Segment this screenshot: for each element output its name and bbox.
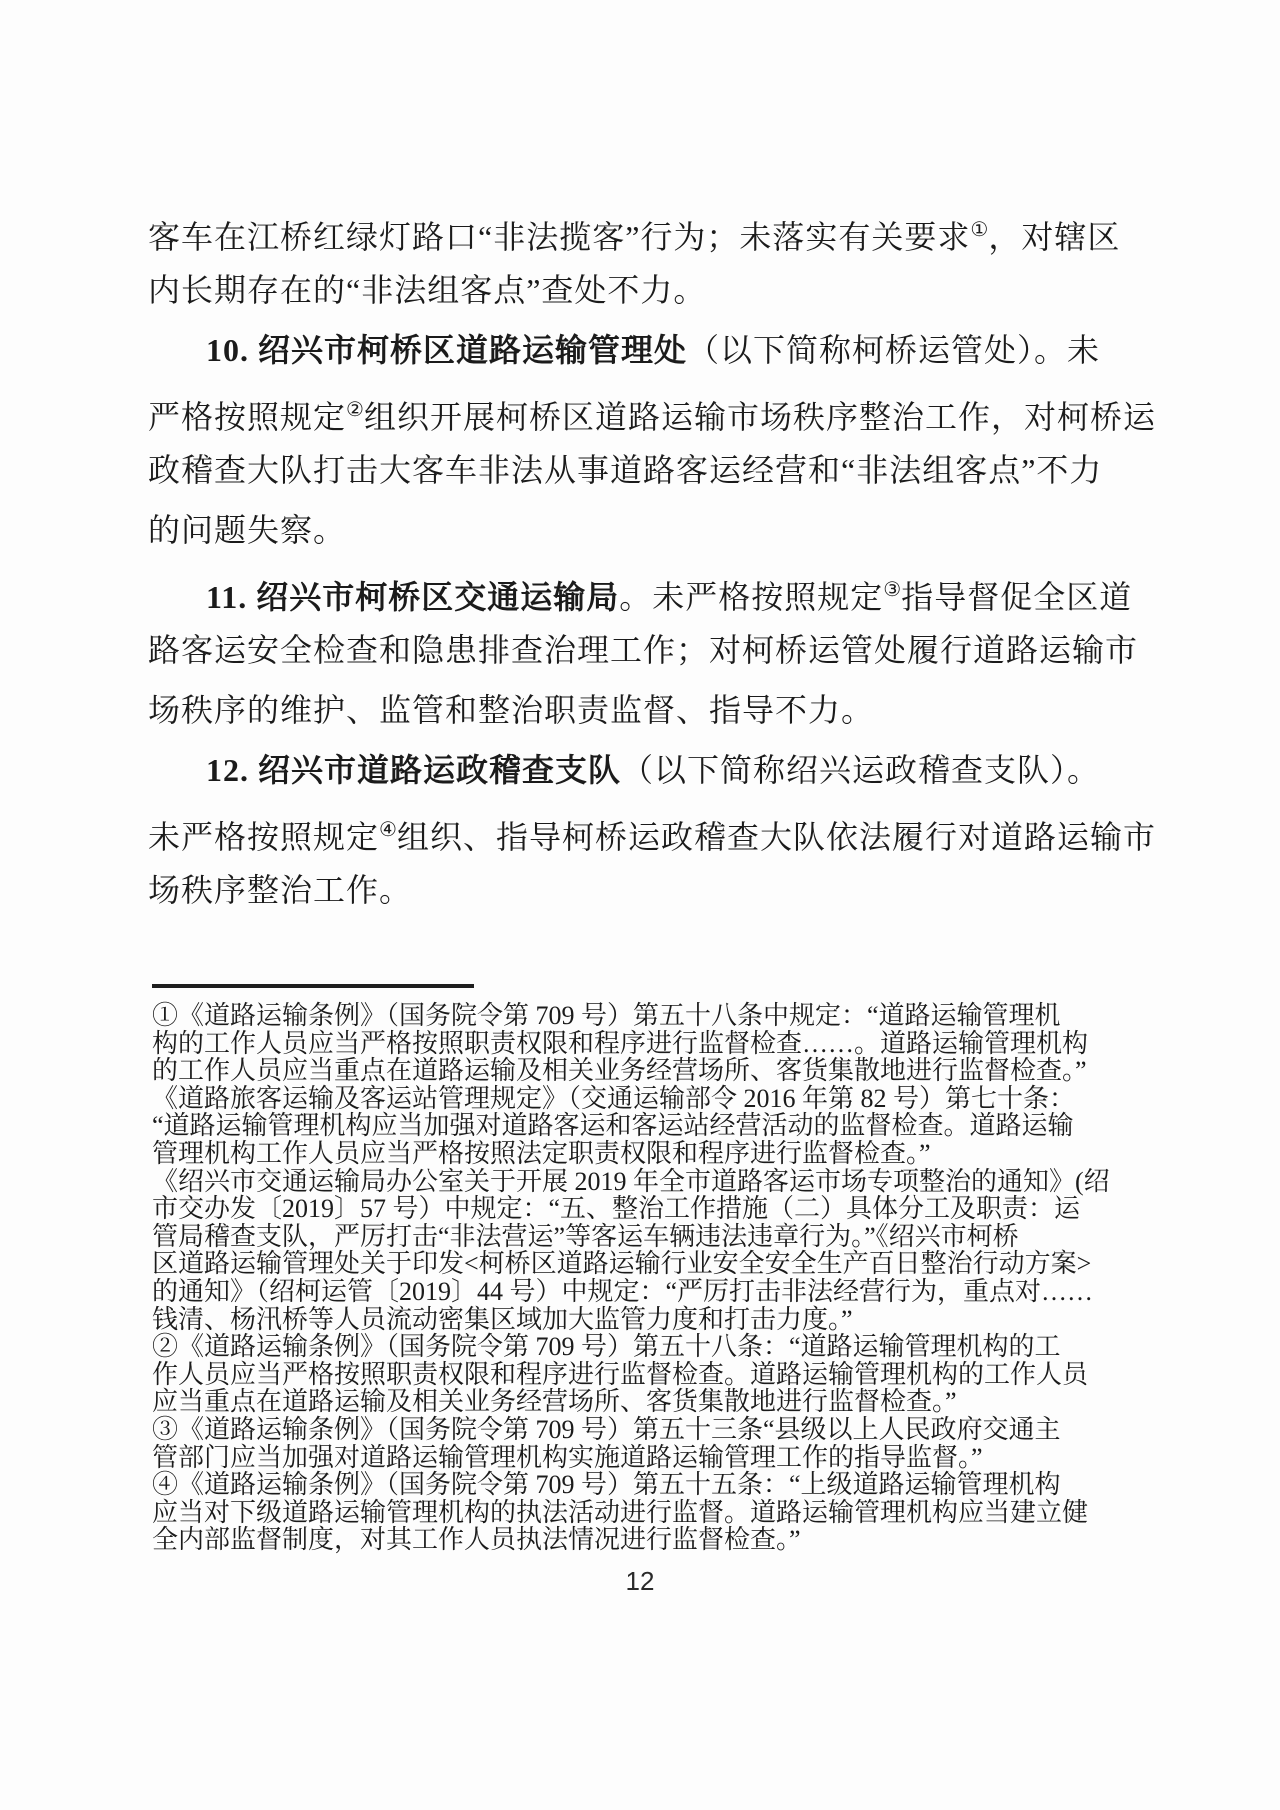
body-text-run: 场秩序整治工作。 bbox=[148, 872, 413, 908]
body-text-run: 场秩序的维护、监管和整治职责监督、指导不力。 bbox=[148, 692, 875, 728]
footnote-ref-1: ① bbox=[970, 219, 989, 241]
body-text-run: 。未严格按照规定 bbox=[619, 579, 884, 615]
footnote-line: 应当重点在道路运输及相关业务经营场所、客货集散地进行监督检查。” bbox=[152, 1387, 957, 1417]
body-text-run: 内长期存在的“非法组客点”查处不力。 bbox=[148, 272, 707, 308]
body-text-run: 组织开展柯桥区道路运输市场秩序整治工作，对柯桥运 bbox=[363, 399, 1156, 435]
body-line bbox=[148, 800, 1156, 860]
body-text-run: ，对辖区 bbox=[988, 219, 1121, 255]
body-line bbox=[148, 860, 1148, 920]
section-10-heading: 10. 绍兴市柯桥区道路运输管理处 bbox=[206, 332, 688, 368]
body-line bbox=[148, 260, 1148, 320]
footnote-line: 构的工作人员应当严格按照职责权限和程序进行监督检查……。道路运输管理机构 bbox=[152, 1028, 1089, 1058]
body-line-heading-10 bbox=[148, 320, 1148, 380]
body-text-run: 未严格按照规定 bbox=[148, 819, 380, 855]
body-text-run: 路客运安全检查和隐患排查治理工作；对柯桥运管处履行道路运输市 bbox=[148, 632, 1139, 668]
body-text-run: （以下简称绍兴运政稽查支队）。 bbox=[621, 752, 1101, 788]
footnote-line: ③《道路运输条例》（国务院令第 709 号）第五十三条“县级以上人民政府交通主 bbox=[152, 1414, 1061, 1444]
footnote-line: “道路运输管理机构应当加强对道路客运和客运站经营活动的监督检查。道路运输 bbox=[152, 1111, 1074, 1141]
footnote-line: 区道路运输管理处关于印发<柯桥区道路运输行业安全安全生产百日整治行动方案> bbox=[152, 1249, 1092, 1279]
body-line bbox=[148, 440, 1148, 500]
body-text-run: 指导督促全区道 bbox=[901, 579, 1133, 615]
footnote-line: 的通知》（绍柯运管〔2019〕44 号）中规定：“严厉打击非法经营行为，重点对…… bbox=[152, 1276, 1094, 1306]
footnote-line: 管理机构工作人员应当严格按照法定职责权限和程序进行监督检查。” bbox=[152, 1138, 931, 1168]
footnote-ref-4: ④ bbox=[379, 819, 397, 841]
body-line bbox=[148, 500, 1148, 560]
footnote-line: 《绍兴市交通运输局办公室关于开展 2019 年全市道路客运市场专项整治的通知》(绍 bbox=[152, 1166, 1110, 1196]
footnote-line: 管部门应当加强对道路运输管理机构实施道路运输管理工作的指导监督。” bbox=[152, 1442, 983, 1472]
body-text bbox=[148, 200, 1156, 920]
body-line bbox=[148, 620, 1148, 680]
body-line-heading-11 bbox=[148, 560, 1148, 620]
footnote-line: ①《道路运输条例》（国务院令第 709 号）第五十八条中规定：“道路运输管理机 bbox=[152, 1001, 1061, 1030]
footnotes-block bbox=[152, 1002, 1162, 1554]
footnote-line: 的工作人员应当重点在道路运输及相关业务经营场所、客货集散地进行监督检查。” bbox=[152, 1056, 1087, 1086]
footnote-line: 钱清、杨汛桥等人员流动密集区域加大监管力度和打击力度。” bbox=[152, 1304, 853, 1334]
body-text-run: 的问题失察。 bbox=[148, 512, 347, 548]
footnote-line: 全内部监督制度，对其工作人员执法情况进行监督检查。” bbox=[152, 1525, 801, 1555]
body-text-run: 客车在江桥红绿灯路口“非法揽客”行为；未落实有关要求 bbox=[148, 219, 971, 255]
body-line-heading-12 bbox=[148, 740, 1148, 800]
footnote-separator-rule bbox=[152, 984, 474, 988]
footnote-line: 市交办发〔2019〕57 号）中规定：“五、整治工作措施（二）具体分工及职责：运 bbox=[152, 1194, 1081, 1224]
footnote-ref-3: ③ bbox=[883, 579, 902, 601]
body-text-run: （以下简称柯桥运管处）。未 bbox=[687, 332, 1101, 368]
body-text-run: 严格按照规定 bbox=[148, 399, 347, 435]
body-text-run: 政稽查大队打击大客车非法从事道路客运经营和“非法组客点”不力 bbox=[148, 452, 1103, 488]
body-line bbox=[148, 200, 1148, 260]
body-line bbox=[148, 380, 1156, 440]
page-number: 12 bbox=[625, 1566, 655, 1596]
body-line bbox=[148, 680, 1148, 740]
section-11-heading: 11. 绍兴市柯桥区交通运输局 bbox=[206, 579, 620, 615]
footnote-ref-2: ② bbox=[346, 399, 364, 421]
footnote-line: 管局稽查支队，严厉打击“非法营运”等客运车辆违法违章行为。”《绍兴市柯桥 bbox=[152, 1221, 1019, 1251]
footnote-line: 应当对下级道路运输管理机构的执法活动进行监督。道路运输管理机构应当建立健 bbox=[152, 1497, 1089, 1527]
section-12-heading: 12. 绍兴市道路运政稽查支队 bbox=[206, 752, 622, 788]
footnote-line: ④《道路运输条例》（国务院令第 709 号）第五十五条：“上级道路运输管理机构 bbox=[152, 1470, 1061, 1500]
footnote-line: ②《道路运输条例》（国务院令第 709 号）第五十八条：“道路运输管理机构的工 bbox=[152, 1332, 1061, 1362]
footnote-line: 作人员应当严格按照职责权限和程序进行监督检查。道路运输管理机构的工作人员 bbox=[152, 1359, 1089, 1389]
body-text-run: 组织、指导柯桥运政稽查大队依法履行对道路运输市 bbox=[396, 819, 1156, 855]
footnote-line: 《道路旅客运输及客运站管理规定》（交通运输部令 2016 年第 82 号）第七十条： bbox=[152, 1083, 1076, 1113]
